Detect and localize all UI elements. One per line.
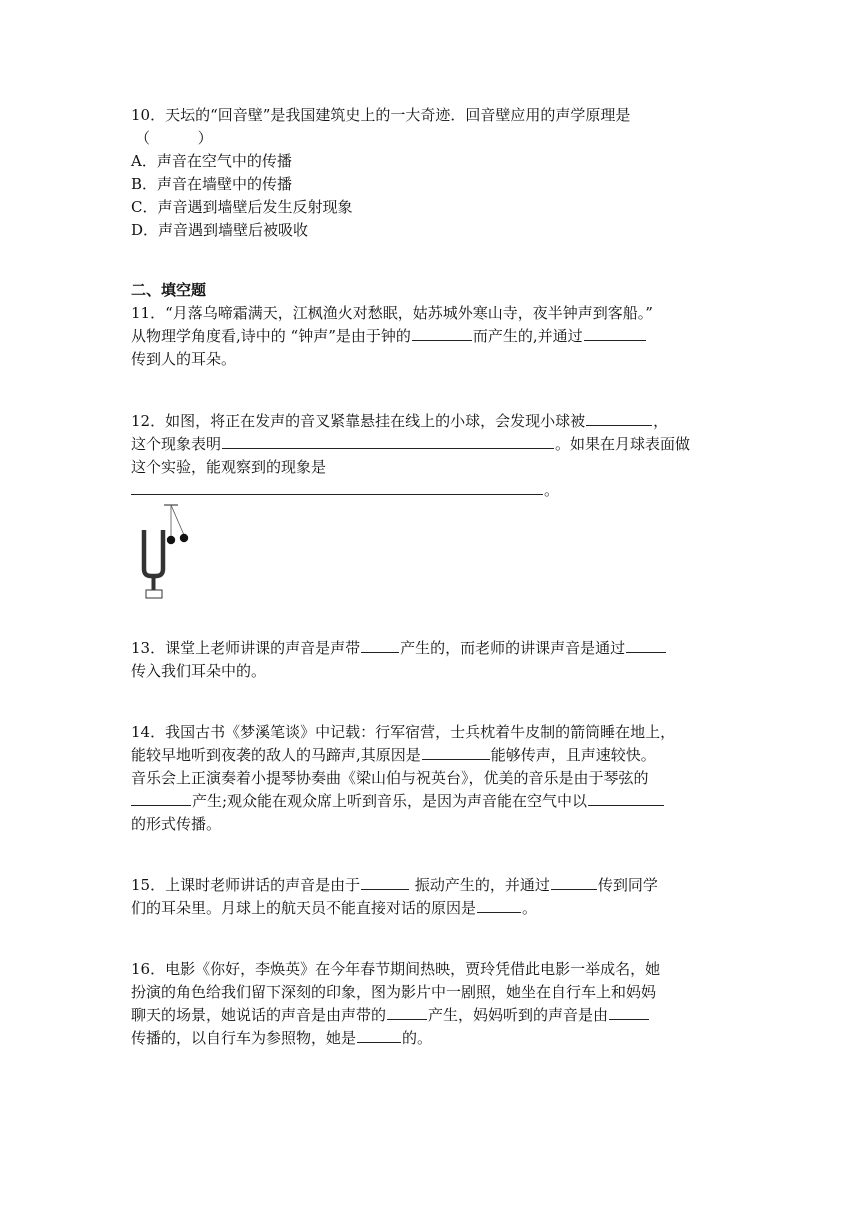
q14-line-3: 音乐会上正演奏着小提琴协奏曲《梁山伯与祝英台》，优美的音乐是由于琴弦的	[131, 769, 649, 787]
q12-line-1	[131, 410, 731, 433]
q16-blank-1[interactable]	[387, 1004, 427, 1020]
ball-2	[180, 534, 188, 542]
q16-text: 聊天的场景，她说话的声音是由声带的	[131, 1006, 387, 1024]
question-12	[131, 410, 731, 502]
q16-text: 传播的，以自行车为参照物，她是	[131, 1029, 357, 1047]
q12-text: 。	[544, 481, 560, 499]
q16-line-3	[131, 1004, 731, 1027]
q16-blank-3[interactable]	[357, 1027, 401, 1043]
q14-blank-2[interactable]	[131, 790, 191, 806]
q14-text: 能够传声，且声速较快。	[490, 746, 656, 764]
q15-text: 15．上课时老师讲话的声音是由于	[131, 876, 361, 894]
q13-line-2: 传入我们耳朵中的。	[131, 662, 267, 680]
q11-line-1: 11．“月落乌啼霜满天，江枫渔火对愁眠，姑苏城外寒山寺，夜半钟声到客船。”	[131, 304, 653, 322]
q11-line-3: 传到人的耳朵。	[131, 350, 237, 368]
q14-line-4	[131, 790, 731, 813]
q10-option-b: B．声音在墙壁中的传播	[131, 175, 293, 193]
q14-line-1: 14．我国古书《梦溪笔谈》中记载：行军宿营，士兵枕着牛皮制的箭筒睡在地上，	[131, 723, 676, 741]
q13-line-1	[131, 637, 731, 660]
q15-text: 们的耳朵里。月球上的航天员不能直接对话的原因是	[131, 899, 477, 917]
q13-blank-2[interactable]	[626, 637, 666, 653]
q15-blank-3[interactable]	[477, 897, 521, 913]
q11-blank-1[interactable]	[412, 325, 472, 341]
tuning-fork-illustration	[138, 503, 198, 601]
q16-blank-2[interactable]	[609, 1004, 649, 1020]
q14-line-5: 的形式传播。	[131, 815, 222, 833]
q12-blank-2[interactable]	[222, 433, 554, 449]
q16-line-1: 16．电影《你好，李焕英》在今年春节期间热映，贾玲凭借此电影一举成名，她	[131, 960, 661, 978]
q12-text: ，	[653, 412, 669, 430]
q11-blank-2[interactable]	[584, 325, 646, 341]
q12-blank-3[interactable]	[131, 479, 543, 495]
string-2	[171, 505, 184, 535]
q10-option-d: D．声音遇到墙壁后被吸收	[131, 221, 309, 239]
q12-text: 。如果在月球表面做	[555, 435, 691, 453]
question-11	[131, 302, 731, 371]
q16-line-4	[131, 1027, 731, 1050]
q14-blank-1[interactable]	[422, 744, 490, 760]
q12-text: 这个现象表明	[131, 435, 222, 453]
q13-blank-1[interactable]	[361, 637, 399, 653]
q14-line-2	[131, 744, 731, 767]
q11-line-2	[131, 325, 731, 348]
q11-text: 而产生的,并通过	[472, 327, 583, 345]
question-14	[131, 721, 731, 836]
tuning-fork-figure	[138, 503, 198, 601]
q13-text: 13．课堂上老师讲课的声音是声带	[131, 639, 361, 657]
q15-text: 振动产生的，并通过	[410, 876, 550, 894]
q16-text: 产生，妈妈听到的声音是由	[428, 1006, 609, 1024]
q10-stem: 10．天坛的“回音壁”是我国建筑史上的一大奇迹．回音壁应用的声学原理是	[131, 106, 631, 124]
q15-line-2	[131, 897, 731, 920]
question-10	[131, 104, 731, 242]
q14-text: 产生;观众能在观众席上听到音乐，是因为声音能在空气中以	[192, 792, 588, 810]
q12-blank-1[interactable]	[586, 410, 652, 426]
ball-1	[167, 536, 175, 544]
section-title-fill-in: 二、填空题	[131, 281, 207, 299]
q14-text: 能较早地听到夜袭的敌人的马蹄声,其原因是	[131, 746, 421, 764]
q10-option-c: C．声音遇到墙壁后发生反射现象	[131, 198, 353, 216]
q14-blank-3[interactable]	[588, 790, 664, 806]
q15-blank-1[interactable]	[361, 874, 409, 890]
question-16	[131, 958, 731, 1050]
q10-option-a: A．声音在空气中的传播	[131, 152, 292, 170]
q15-text: 。	[522, 899, 538, 917]
q10-answer-parentheses: （ ）	[135, 129, 213, 147]
q15-line-1	[131, 874, 731, 897]
fork-prongs	[144, 530, 163, 576]
q13-text: 产生的，而老师的讲课声音是通过	[400, 639, 626, 657]
q16-text: 的。	[402, 1029, 433, 1047]
q12-line-4	[131, 479, 731, 502]
question-15	[131, 874, 731, 920]
q15-text: 传到同学	[597, 876, 658, 894]
q15-blank-2[interactable]	[551, 874, 597, 890]
fork-base	[146, 590, 162, 598]
q16-line-2: 扮演的角色给我们留下深刻的印象，图为影片中一剧照，她坐在自行车上和妈妈	[131, 983, 657, 1001]
question-13	[131, 637, 731, 683]
q12-line-2	[131, 433, 731, 456]
q12-text: 12．如图，将正在发声的音叉紧靠悬挂在线上的小球，会发现小球被	[131, 412, 586, 430]
q12-line-3: 这个实验，能观察到的现象是	[131, 458, 327, 476]
q11-text: 从物理学角度看,诗中的 “钟声”是由于钟的	[131, 327, 411, 345]
